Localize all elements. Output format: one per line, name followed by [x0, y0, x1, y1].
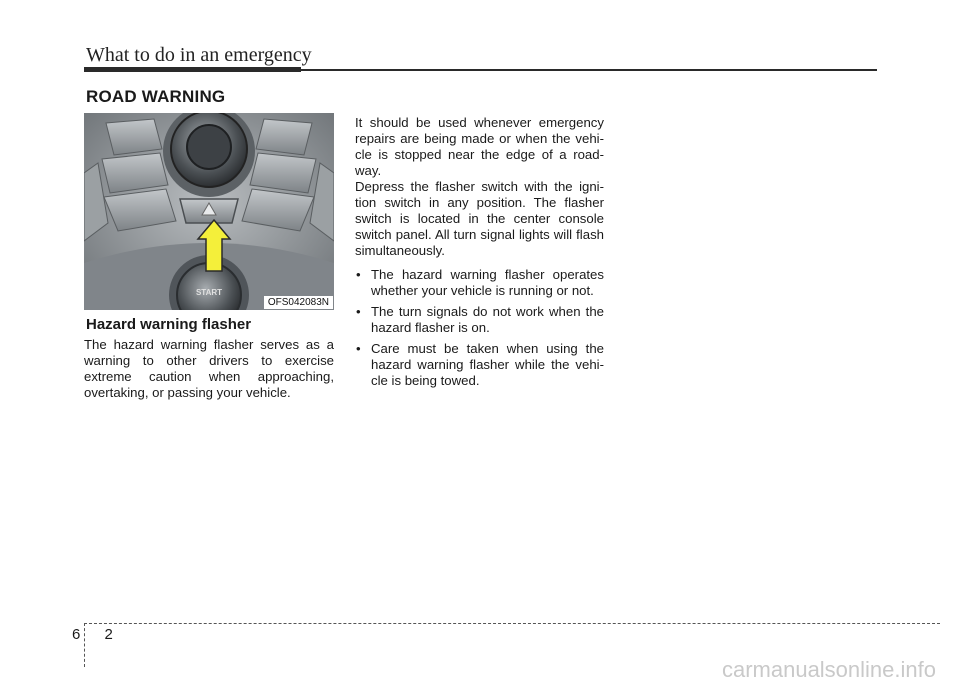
hazard-switch-figure [84, 113, 334, 310]
list-item: • Care must be taken when using the hazard warning flasher while the vehi-cle is being towed. [356, 341, 604, 388]
header-rule-thin [84, 69, 877, 71]
figure-code: OFS042083N [264, 296, 333, 309]
start-button-label: START [195, 288, 223, 297]
watermark: carmanualsonline.info [721, 657, 936, 682]
console-illustration [84, 113, 334, 310]
chapter-title: What to do in an emergency [86, 44, 312, 66]
body-paragraph-right-2: Depress the flasher switch with the igni-tion switch in any position. The flasher switch is located in the center console switch panel. All turn signal lights will flash simultaneously. [355, 179, 604, 258]
subheading-hazard-flasher: Hazard warning flasher [86, 316, 252, 333]
list-item: • The hazard warning flasher operates whether your vehicle is running or not. [356, 267, 604, 298]
bullet-icon: • [356, 341, 361, 356]
page-number: 6 2 [72, 626, 123, 643]
footer-rule [84, 623, 940, 624]
bullet-icon: • [356, 267, 361, 282]
list-item: • The turn signals do not work when the hazard flasher is on. [356, 304, 604, 335]
body-paragraph-left: The hazard warning flasher serves as a warning to other drivers to exercise extreme caution when approaching, overtaking, or passing your vehicle. [84, 337, 334, 400]
body-paragraph-right-1: It should be used whenever emergency repairs are being made or when the vehi-cle is stopped near the edge of a road-way. [355, 115, 604, 178]
bullet-list [355, 267, 604, 394]
section-title: ROAD WARNING [86, 87, 226, 106]
bullet-icon: • [356, 304, 361, 319]
